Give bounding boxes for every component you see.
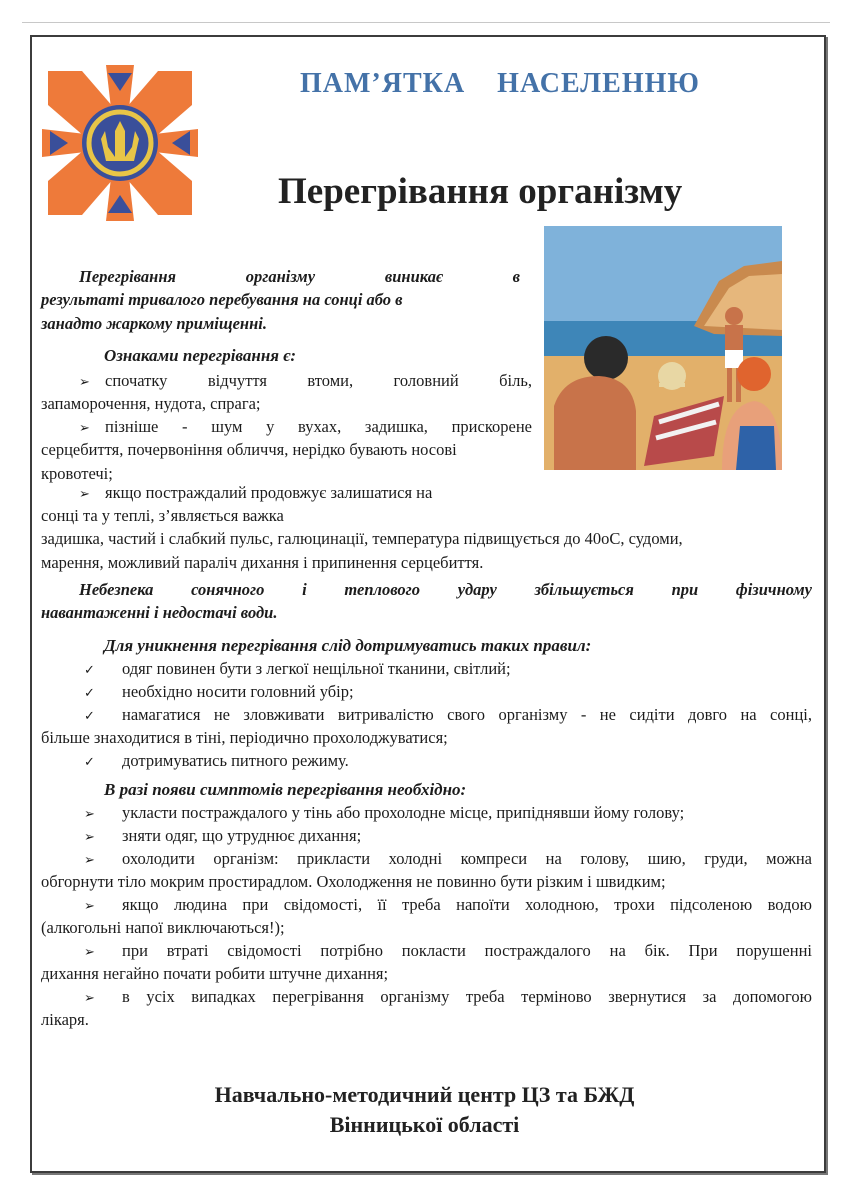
arrow-bullet-icon: ➢ — [84, 829, 95, 844]
arrow-bullet-icon: ➢ — [84, 852, 95, 867]
intro-paragraph: Перегрівання організму виникає в — [79, 267, 520, 286]
action-item-6-cont: лікаря. — [41, 1010, 89, 1029]
arrow-bullet-icon: ➢ — [84, 944, 95, 959]
danger-paragraph: Небезпека сонячного і теплового удару збільшується при фізичному — [79, 580, 812, 599]
actions-heading: В разі появи симптомів перегрівання необхідно: — [104, 780, 467, 799]
action-item-4-cont: (алкогольні напої виключаються!); — [41, 918, 285, 937]
rule-item-4: ✓ дотримуватись питного режиму. — [84, 749, 349, 774]
action-item-4: ➢ якщо людина при свідомості, її треба напоїти холодною, трохи підсоленою водою — [41, 893, 812, 918]
action-item-5: ➢ при втраті свідомості потрібно покласти постраждалого на бік. При порушенні — [41, 939, 812, 964]
action-item-5-cont: дихання негайно почати робити штучне дихання; — [41, 964, 389, 983]
symptom-item-3-cont: сонці та у теплі, з’являється важка — [41, 506, 284, 525]
symptoms-heading: Ознаками перегрівання є: — [104, 346, 297, 365]
check-bullet-icon: ✓ — [84, 685, 95, 700]
check-bullet-icon: ✓ — [84, 662, 95, 677]
check-bullet-icon: ✓ — [84, 754, 95, 769]
symptom-item-3: ➢ якщо постраждалий продовжує залишатися на — [41, 481, 532, 506]
rule-item-2: ✓ необхідно носити головний убір; — [84, 680, 354, 705]
civil-defense-emblem-icon — [42, 65, 198, 221]
rule-item-3: ✓ намагатися не зловживати витривалістю свого організму - не сидіти довго на сонці, — [41, 703, 812, 728]
arrow-bullet-icon: ➢ — [84, 898, 95, 913]
rules-heading: Для уникнення перегрівання слід дотримуватись таких правил: — [104, 636, 592, 655]
symptom-item-1: ➢ спочатку відчуття втоми, головний біль, — [41, 369, 532, 394]
rule-item-1: ✓ одяг повинен бути з легкої нещільної тканини, світлий; — [84, 657, 511, 682]
footer-organization: Навчально-методичний центр ЦЗ та БЖД — [214, 1082, 635, 1107]
action-item-6: ➢ в усіх випадках перегрівання організму треба терміново звернутися за допомогою — [41, 985, 812, 1010]
page-title: Перегрівання організму — [278, 171, 683, 212]
arrow-bullet-icon: ➢ — [79, 374, 90, 389]
symptom-item-3-cont2: задишка, частий і слабкий пульс, галюцинації, температура підвищується до 40оС, судоми, марення, можливий параліч дихання і припинення серцебиття. — [41, 529, 683, 572]
header-title: ПАМ’ЯТКА НАСЕЛЕННЮ — [300, 68, 700, 99]
arrow-bullet-icon: ➢ — [79, 486, 90, 501]
action-item-1: ➢ укласти постраждалого у тінь або прохолодне місце, припіднявши йому голову; — [84, 801, 684, 826]
arrow-bullet-icon: ➢ — [79, 420, 90, 435]
action-item-2: ➢ зняти одяг, що утруднює дихання; — [84, 824, 361, 849]
rule-item-3-cont: більше знаходитися в тіні, періодично прохолоджуватися; — [41, 728, 448, 747]
symptom-item-1-cont: запаморочення, нудота, спрага; — [41, 394, 261, 413]
check-bullet-icon: ✓ — [84, 708, 95, 723]
action-item-3-cont: обгорнути тіло мокрим простирадлом. Охолодження не повинно бути різким і швидким; — [41, 872, 666, 891]
beach-scene-illustration — [544, 226, 782, 470]
action-item-3: ➢ охолодити організм: прикласти холодні компреси на голову, шию, груди, можна — [41, 847, 812, 872]
intro-paragraph-cont: результаті тривалого перебування на сонці або в занадто жаркому приміщенні. — [41, 290, 403, 333]
arrow-bullet-icon: ➢ — [84, 990, 95, 1005]
footer-region: Вінницької області — [329, 1112, 520, 1137]
arrow-bullet-icon: ➢ — [84, 806, 95, 821]
top-rule — [22, 22, 830, 23]
symptom-item-2-cont: серцебиття, почервоніння обличчя, нерідко бувають носові кровотечі; — [41, 440, 457, 483]
danger-paragraph-cont: навантаженні і недостачі води. — [41, 603, 278, 622]
symptom-item-2: ➢ пізніше - шум у вухах, задишка, прискорене — [41, 415, 532, 440]
